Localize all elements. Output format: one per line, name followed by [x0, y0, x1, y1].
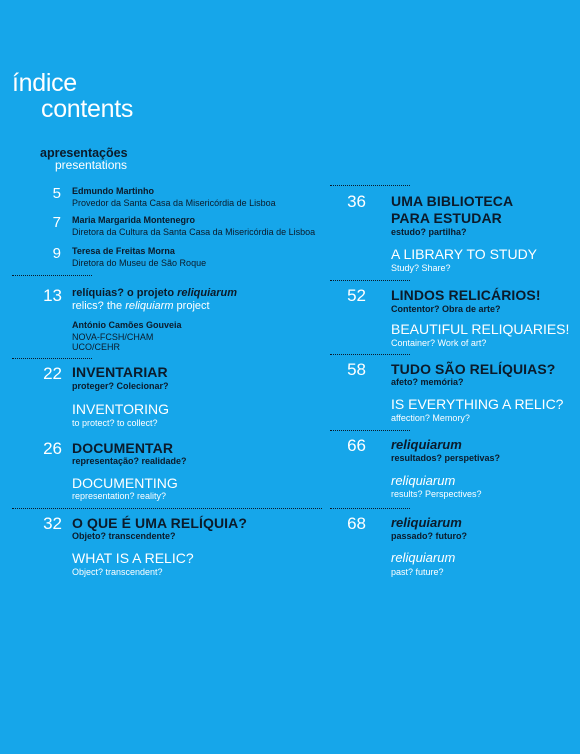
chapter-title-en: IS EVERYTHING A RELIC?	[391, 396, 564, 412]
author-affiliation: NOVA-FCSH/CHAM	[72, 332, 154, 342]
chapter-subtitle: afeto? memória?	[391, 377, 464, 387]
chapter-subtitle-en: to protect? to collect?	[72, 418, 158, 428]
chapter-title: INVENTARIAR	[72, 364, 168, 380]
chapter-subtitle-en: results? Perspectives?	[391, 489, 482, 499]
chapter-subtitle-en: affection? Memory?	[391, 413, 470, 423]
dotted-divider	[12, 508, 322, 509]
chapter-title-en: reliquiarum	[391, 550, 456, 565]
chapter-title: reliquiarum	[391, 437, 462, 452]
author-name: António Camões Gouveia	[72, 320, 182, 330]
chapter-subtitle-en: representation? reality?	[72, 491, 167, 501]
toc-page-number: 13	[43, 286, 62, 305]
chapter-subtitle: Contentor? Obra de arte?	[391, 304, 501, 314]
toc-page-number: 52	[347, 286, 366, 305]
chapter-title: DOCUMENTAR	[72, 440, 174, 456]
chapter-title: reliquiarum	[391, 515, 462, 530]
chapter-subtitle: passado? futuro?	[391, 531, 467, 541]
chapter-subtitle: proteger? Colecionar?	[72, 381, 169, 391]
chapter-subtitle: resultados? perspetivas?	[391, 453, 501, 463]
toc-page-number: 7	[52, 214, 61, 231]
dotted-divider	[330, 185, 410, 186]
chapter-title: UMA BIBLIOTECA	[391, 193, 514, 209]
chapter-subtitle-en: Study? Share?	[391, 263, 451, 273]
presentations-heading-en: presentations	[55, 158, 128, 172]
chapter-title-en: A LIBRARY TO STUDY	[391, 246, 538, 262]
toc-page-number: 66	[347, 436, 366, 455]
page-subtitle: contents	[41, 95, 134, 123]
chapter-title-en: reliquiarum	[391, 473, 456, 488]
presenter-role: Provedor da Santa Casa da Misericórdia de Lisboa	[72, 198, 276, 208]
chapter-title: LINDOS RELICÁRIOS!	[391, 287, 541, 303]
chapter-title-en: INVENTORING	[72, 401, 169, 417]
presenter-name: Maria Margarida Montenegro	[72, 215, 196, 225]
toc-page-number: 26	[43, 439, 62, 458]
chapter-title-en: relics? the reliquiarm project	[72, 300, 210, 312]
chapter-subtitle-en: past? future?	[391, 567, 444, 577]
dotted-divider	[12, 275, 92, 276]
presentations-heading: apresentações	[40, 146, 128, 160]
chapter-title-en: WHAT IS A RELIC?	[72, 550, 194, 566]
dotted-divider	[330, 430, 410, 431]
chapter-title: O QUE É UMA RELÍQUIA?	[72, 515, 248, 531]
toc-page-number: 58	[347, 360, 366, 379]
chapter-title: TUDO SÃO RELÍQUIAS?	[391, 361, 556, 377]
chapter-title-en: BEAUTIFUL RELIQUARIES!	[391, 321, 570, 337]
toc-page-number: 36	[347, 192, 366, 211]
dotted-divider	[12, 358, 92, 359]
chapter-title: PARA ESTUDAR	[391, 210, 502, 226]
chapter-subtitle: estudo? partilha?	[391, 227, 467, 237]
chapter-title: relíquias? o projeto reliquiarum	[72, 287, 238, 299]
chapter-subtitle: representação? realidade?	[72, 456, 187, 466]
toc-page-number: 22	[43, 364, 62, 383]
author-affiliation: UCO/CEHR	[72, 342, 121, 352]
dotted-divider	[330, 280, 410, 281]
toc-page-number: 68	[347, 514, 366, 533]
chapter-subtitle: Objeto? transcendente?	[72, 531, 176, 541]
toc-page-number: 9	[52, 245, 61, 262]
page-title: índice	[12, 69, 77, 97]
dotted-divider	[330, 354, 410, 355]
toc-page-number: 32	[43, 514, 62, 533]
chapter-title-en: DOCUMENTING	[72, 475, 178, 491]
presenter-name: Teresa de Freitas Morna	[72, 246, 175, 256]
dotted-divider	[330, 508, 410, 509]
presenter-role: Diretora da Cultura da Santa Casa da Misericórdia de Lisboa	[72, 227, 316, 237]
presenter-name: Edmundo Martinho	[72, 186, 154, 196]
toc-page-number: 5	[52, 185, 61, 202]
chapter-subtitle-en: Container? Work of art?	[391, 338, 487, 348]
presenter-role: Diretora do Museu de São Roque	[72, 258, 207, 268]
chapter-subtitle-en: Object? transcendent?	[72, 567, 163, 577]
